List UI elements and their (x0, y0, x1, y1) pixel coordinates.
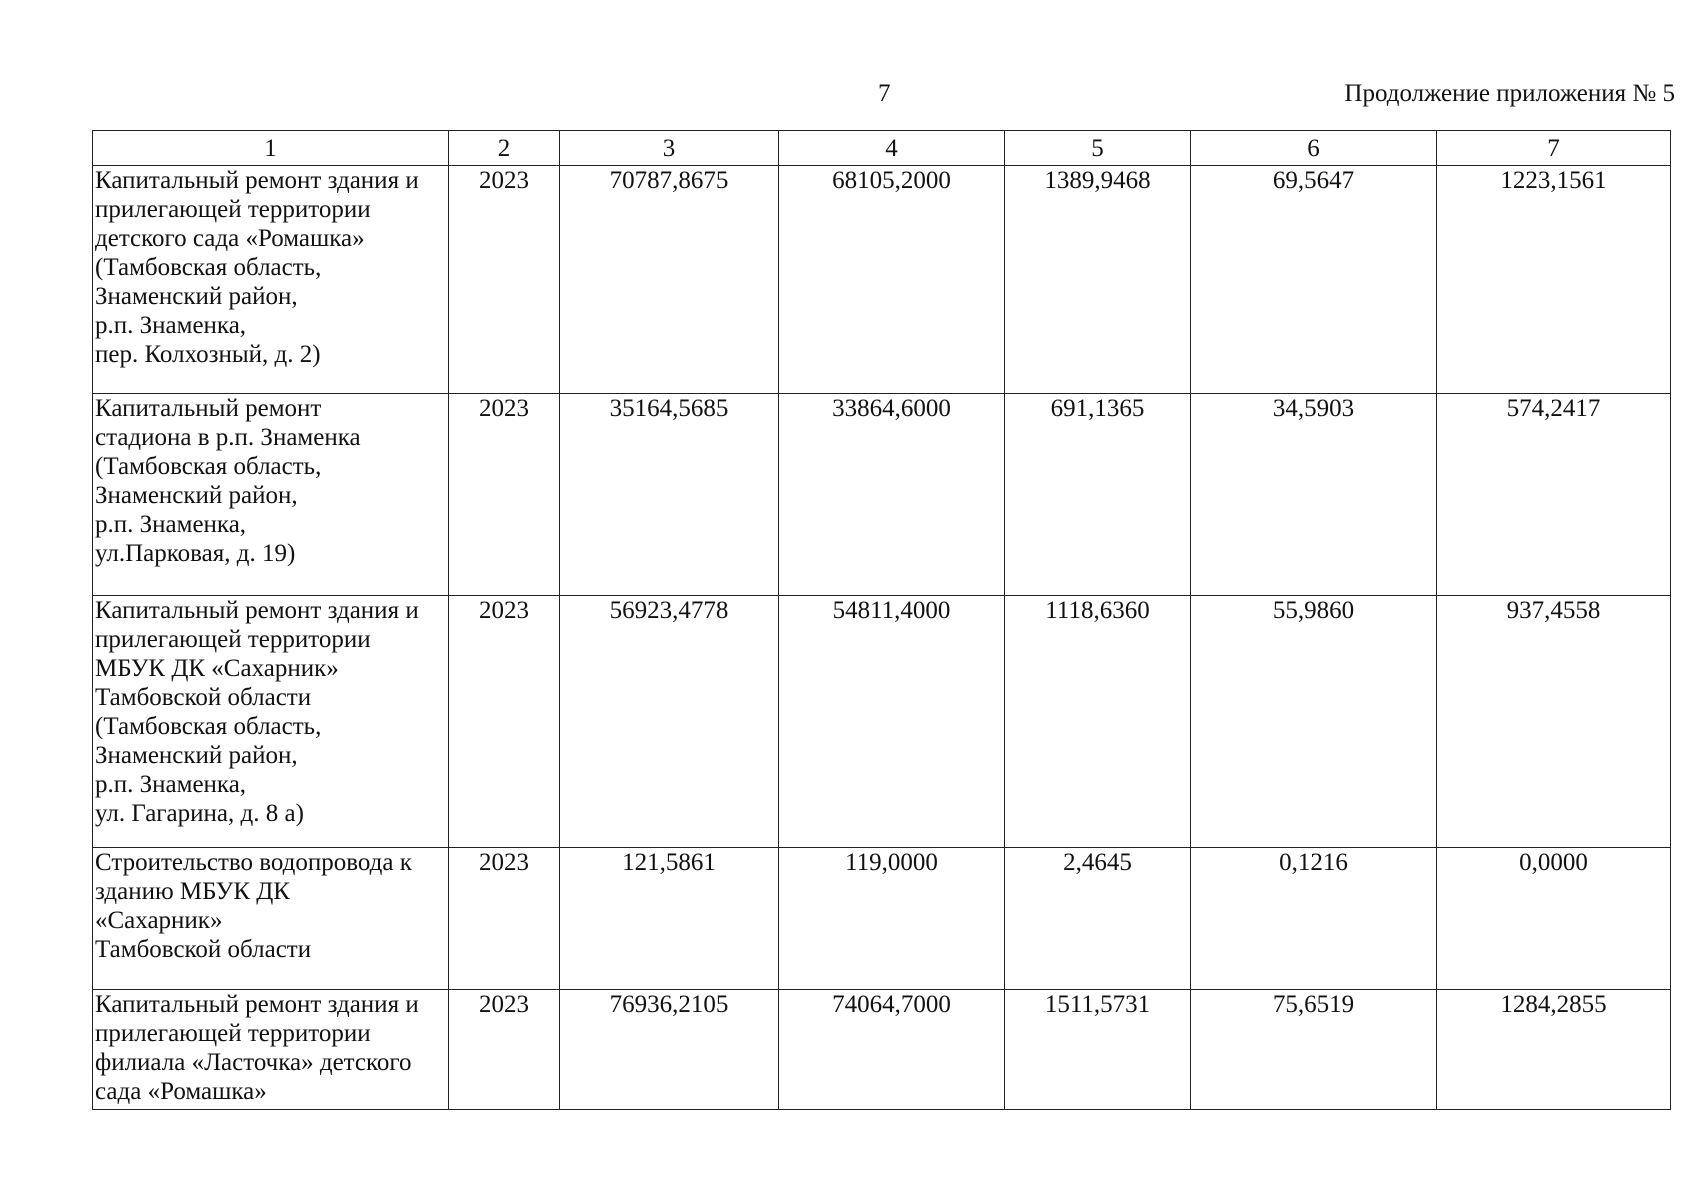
column-header: 1 (93, 131, 449, 166)
value-cell-7: 0,0000 (1437, 848, 1671, 990)
data-table (92, 130, 1671, 1110)
value-cell-7: 1223,1561 (1437, 166, 1671, 394)
table-row (93, 394, 1671, 596)
value-cell-7: 574,2417 (1437, 394, 1671, 596)
object-name-cell: Капитальный ремонт здания и прилегающей территории филиала «Ласточка» детского сада «Ромашка» (93, 990, 449, 1110)
value-cell-7: 1284,2855 (1437, 990, 1671, 1110)
table-row (93, 990, 1671, 1110)
column-header: 4 (779, 131, 1005, 166)
column-header: 6 (1191, 131, 1437, 166)
value-cell-4: 54811,4000 (779, 596, 1005, 848)
column-header: 3 (560, 131, 779, 166)
table-row (93, 166, 1671, 394)
table-row (93, 848, 1671, 990)
year-cell: 2023 (449, 394, 560, 596)
year-cell: 2023 (449, 596, 560, 848)
value-cell-5: 1118,6360 (1005, 596, 1191, 848)
value-cell-7: 937,4558 (1437, 596, 1671, 848)
year-cell: 2023 (449, 848, 560, 990)
value-cell-5: 1389,9468 (1005, 166, 1191, 394)
value-cell-4: 119,0000 (779, 848, 1005, 990)
value-cell-5: 2,4645 (1005, 848, 1191, 990)
object-name-cell: Строительство водопровода к зданию МБУК ДК «Сахарник» Тамбовской области (93, 848, 449, 990)
value-cell-3: 76936,2105 (560, 990, 779, 1110)
column-header: 7 (1437, 131, 1671, 166)
column-header: 5 (1005, 131, 1191, 166)
value-cell-6: 69,5647 (1191, 166, 1437, 394)
value-cell-3: 35164,5685 (560, 394, 779, 596)
object-name-cell: Капитальный ремонт стадиона в р.п. Знаменка (Тамбовская область, Знаменский район, р.п. Знаменка, ул.Парковая, д. 19) (93, 394, 449, 596)
value-cell-4: 68105,2000 (779, 166, 1005, 394)
object-name-cell: Капитальный ремонт здания и прилегающей территории детского сада «Ромашка» (Тамбовская область, Знаменский район, р.п. Знаменка, пер. Колхозный, д. 2) (93, 166, 449, 394)
value-cell-4: 33864,6000 (779, 394, 1005, 596)
year-cell: 2023 (449, 166, 560, 394)
table-row (93, 596, 1671, 848)
value-cell-6: 0,1216 (1191, 848, 1437, 990)
value-cell-6: 75,6519 (1191, 990, 1437, 1110)
value-cell-6: 55,9860 (1191, 596, 1437, 848)
value-cell-3: 70787,8675 (560, 166, 779, 394)
value-cell-6: 34,5903 (1191, 394, 1437, 596)
value-cell-5: 691,1365 (1005, 394, 1191, 596)
column-header: 2 (449, 131, 560, 166)
value-cell-4: 74064,7000 (779, 990, 1005, 1110)
column-number-row (93, 131, 1671, 166)
year-cell: 2023 (449, 990, 560, 1110)
value-cell-3: 56923,4778 (560, 596, 779, 848)
appendix-continuation-note: Продолжение приложения № 5 (1344, 80, 1675, 107)
object-name-cell: Капитальный ремонт здания и прилегающей территории МБУК ДК «Сахарник» Тамбовской области (Тамбовская область, Знаменский район, р.п. Знаменка, ул. Гагарина, д. 8 а) (93, 596, 449, 848)
page-number: 7 (878, 80, 891, 107)
value-cell-3: 121,5861 (560, 848, 779, 990)
value-cell-5: 1511,5731 (1005, 990, 1191, 1110)
